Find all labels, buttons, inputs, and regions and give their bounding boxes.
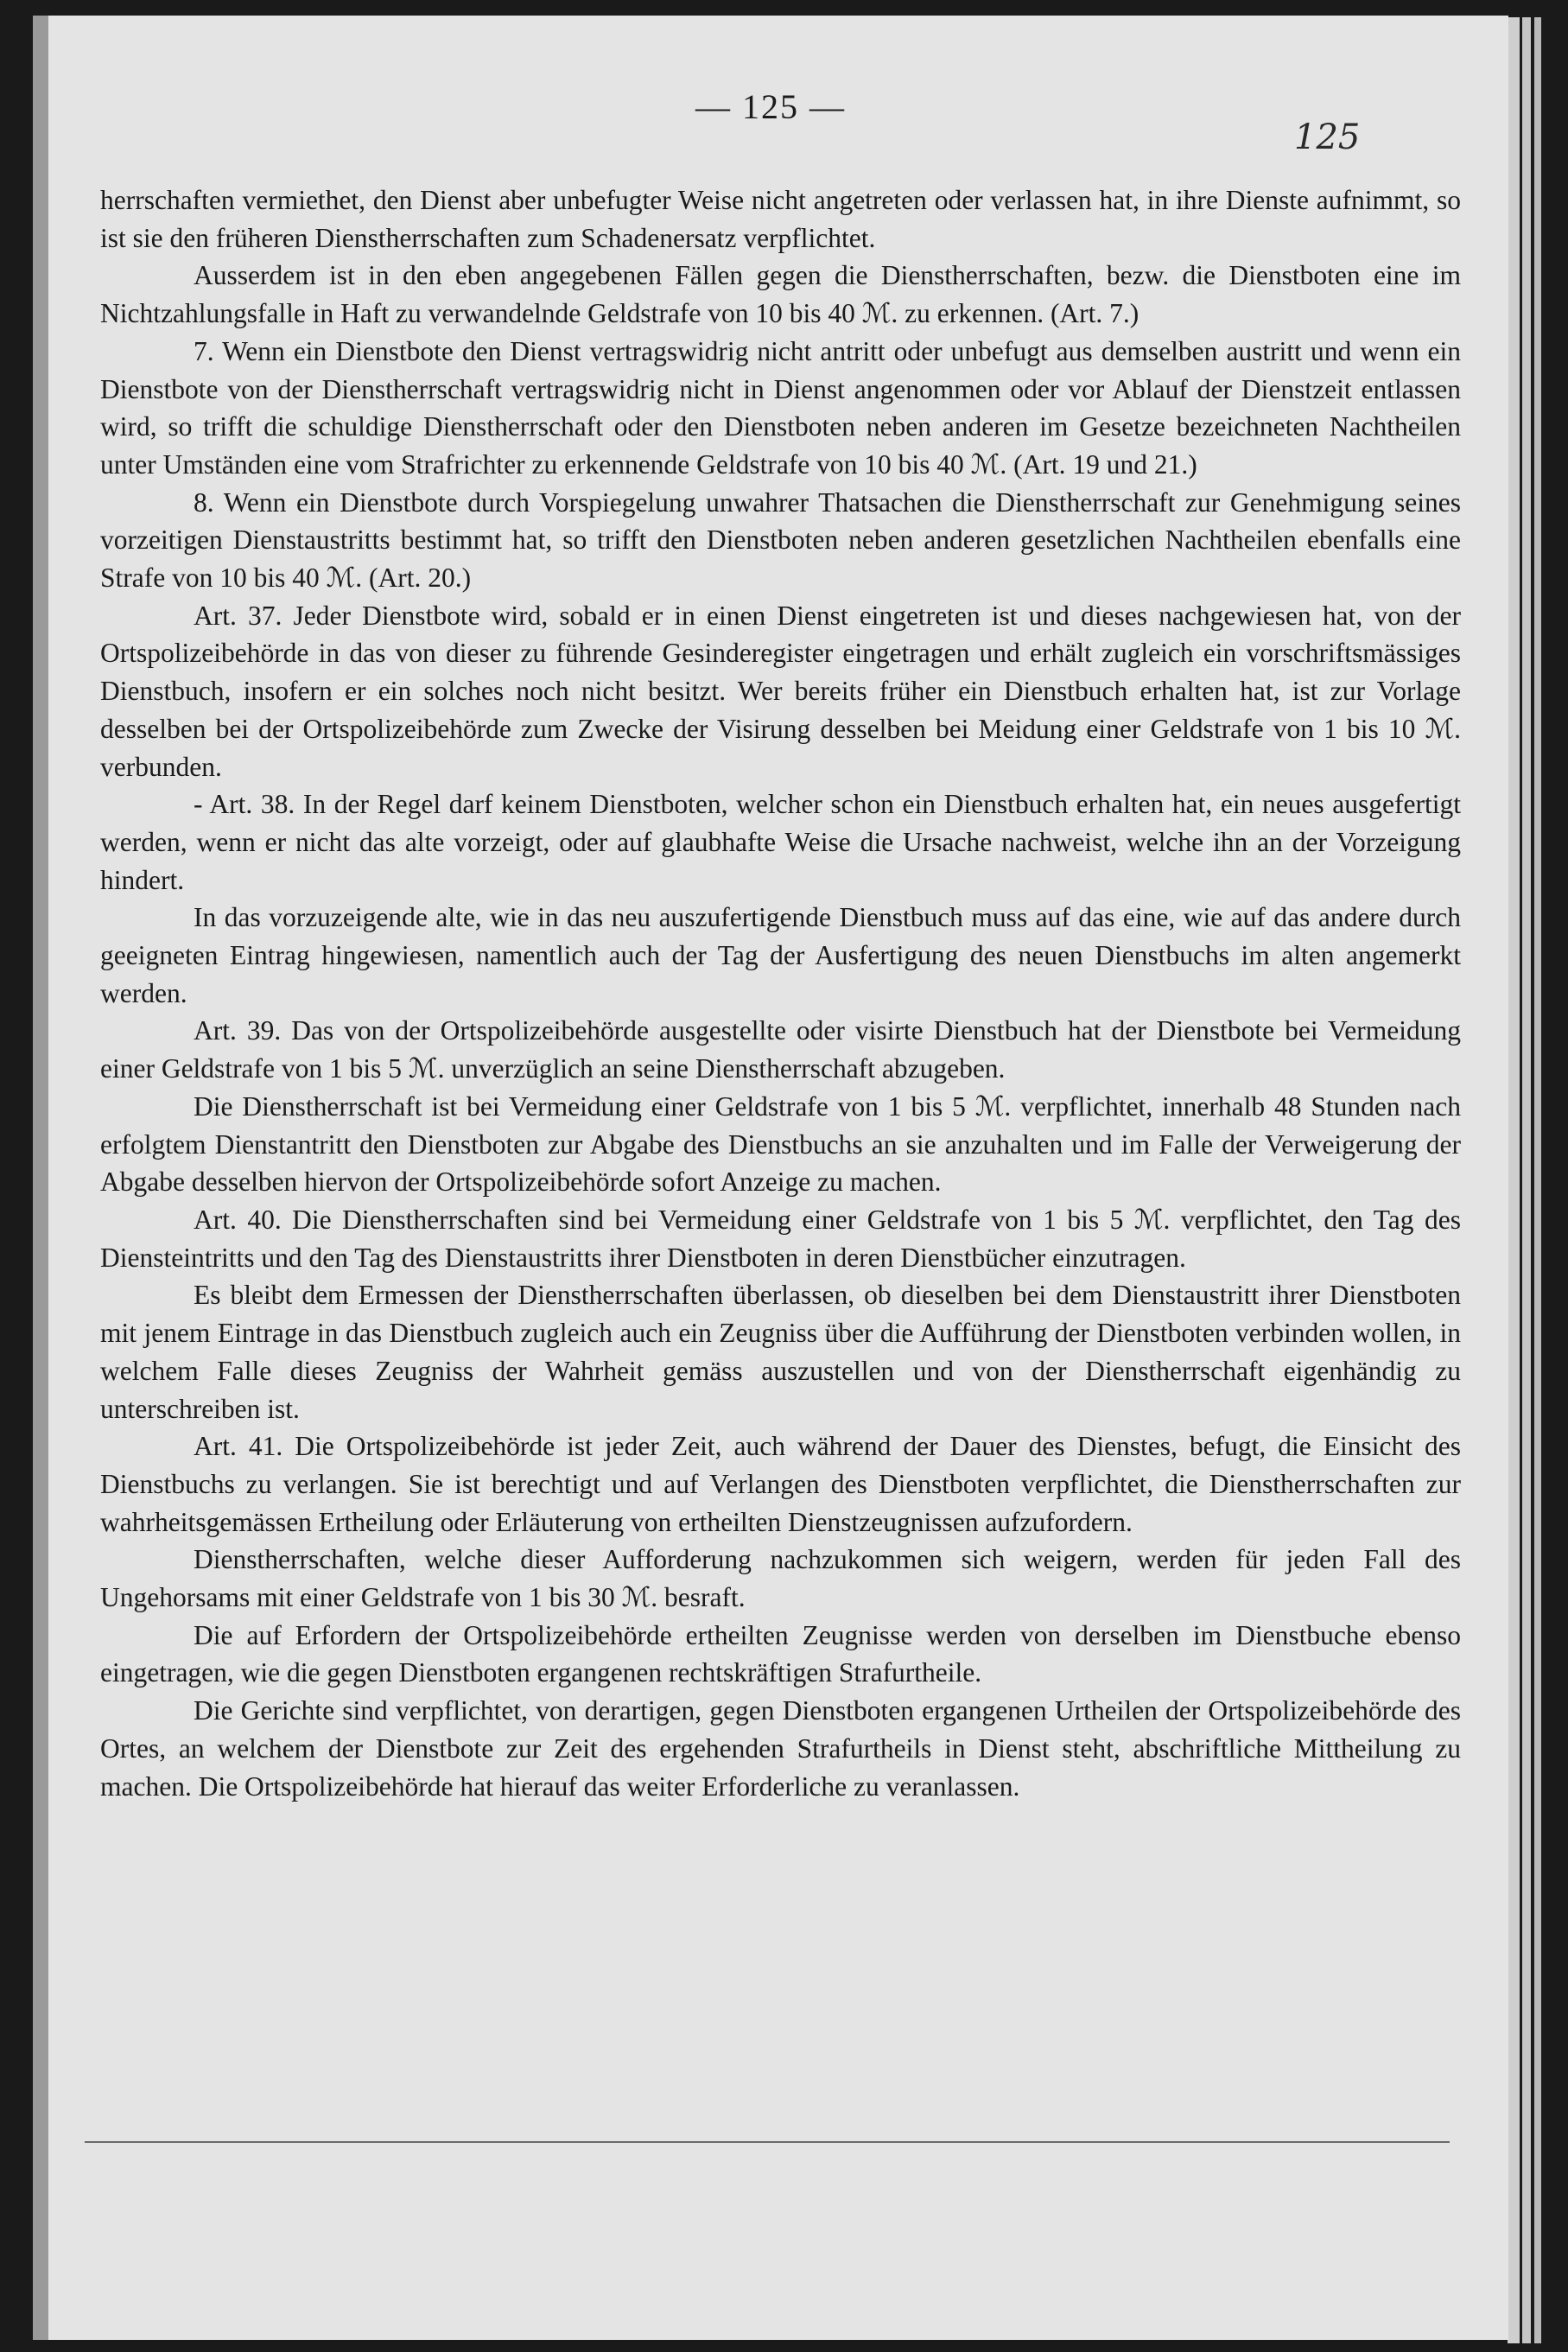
page-number: — 125 — bbox=[695, 87, 846, 126]
paragraph: Es bleibt dem Ermessen der Dienstherrschaften überlassen, ob dieselben bei dem Dienstaustritt ihrer Dienstboten mit jenem Eintrage in das Dienstbuch zugleich auch ein Zeugniss über die Aufführung der Dienstboten verbinden wollen, in welchem Falle dieses Zeugniss der Wahrheit gemäss auszustellen und von der Dienstherrschaft eigenhändig zu unterschreiben ist. bbox=[100, 1280, 1461, 1424]
paragraph: Dienstherrschaften, welche dieser Aufforderung nachzukommen sich weigern, werden für jeden Fall des Ungehorsams mit einer Geldstrafe von 1 bis 30 ℳ. besraft. bbox=[100, 1544, 1461, 1613]
page-edge bbox=[1508, 17, 1520, 2343]
paragraph: 7. Wenn ein Dienstbote den Dienst vertragswidrig nicht antritt oder unbefugt aus demselben austritt und wenn ein Dienstbote von der Dienstherrschaft vertragswidrig nicht in Dienst angenommen oder vor Ablauf der Dienstzeit entlassen wird, so trifft die schuldige Dienstherrschaft oder den Dienstboten neben anderen im Gesetze bezeichneten Nachtheilen unter Umständen eine vom Strafrichter zu erkennende Geldstrafe von 10 bis 40 ℳ. (Art. 19 und 21.) bbox=[100, 335, 1461, 480]
paragraph: Art. 41. Die Ortspolizeibehörde ist jeder Zeit, auch während der Dauer des Dienstes, befugt, die Einsicht des Dienstbuchs zu verlangen. Sie ist berechtigt und auf Verlangen des Dienstboten verpflichtet, die Dienstherrschaften zur wahrheitsgemässen Ertheilung oder Erläuterung von ertheilten Dienstzeugnissen aufzufordern. bbox=[100, 1431, 1461, 1537]
page-body-text bbox=[100, 181, 1461, 1805]
paragraph: In das vorzuzeigende alte, wie in das neu auszufertigende Dienstbuch muss auf das eine, wie auf das andere durch geeigneten Eintrag hingewiesen, namentlich auch der Tag der Ausfertigung des neuen Dienstbuchs im alten angemerkt werden. bbox=[100, 902, 1461, 1008]
paragraph: Art. 39. Das von der Ortspolizeibehörde ausgestellte oder visirte Dienstbuch hat der Dienstbote bei Vermeidung einer Geldstrafe von 1 bis 5 ℳ. unverzüglich an seine Dienstherrschaft abzugeben. bbox=[100, 1015, 1461, 1084]
paragraph: Die Gerichte sind verpflichtet, von derartigen, gegen Dienstboten ergangenen Urtheilen der Ortspolizeibehörde des Ortes, an welchem der Dienstbote zur Zeit des ergehenden Strafurtheils in Dienst steht, abschriftliche Mittheilung zu machen. Die Ortspolizeibehörde hat hierauf das weiter Erforderliche zu veranlassen. bbox=[100, 1695, 1461, 1802]
page-bottom-rule bbox=[85, 2141, 1450, 2143]
paragraph: Die Dienstherrschaft ist bei Vermeidung einer Geldstrafe von 1 bis 5 ℳ. verpflichtet, innerhalb 48 Stunden nach erfolgtem Dienstantritt den Dienstboten zur Abgabe des Dienstbuchs an sie anzuhalten und im Falle der Verweigerung der Abgabe desselben hiervon der Ortspolizeibehörde sofort Anzeige zu machen. bbox=[100, 1090, 1461, 1198]
page-edge bbox=[1534, 17, 1541, 2343]
handwritten-page-number: 125 bbox=[1294, 118, 1361, 157]
paragraph: 8. Wenn ein Dienstbote durch Vorspiegelung unwahrer Thatsachen die Dienstherrschaft zur Genehmigung seines vorzeitigen Dienstaustritts bestimmt hat, so trifft den Dienstboten neben anderen gesetzlichen Nachtheilen ebenfalls eine Strafe von 10 bis 40 ℳ. (Art. 20.) bbox=[100, 486, 1461, 594]
document-page bbox=[33, 16, 1508, 2340]
paragraph: Art. 40. Die Dienstherrschaften sind bei Vermeidung einer Geldstrafe von 1 bis 5 ℳ. verpflichtet, den Tag des Diensteintritts und den Tag des Dienstaustritts ihrer Dienstboten in deren Dienstbücher einzutragen. bbox=[100, 1204, 1461, 1273]
paragraph: herrschaften vermiethet, den Dienst aber unbefugter Weise nicht angetreten oder verlassen hat, in ihre Dienste aufnimmt, so ist sie den früheren Dienstherrschaften zum Schadenersatz verpflichtet. bbox=[100, 185, 1461, 253]
paragraph: Ausserdem ist in den eben angegebenen Fällen gegen die Dienstherrschaften, bezw. die Dienstboten eine im Nichtzahlungsfalle in Haft zu verwandelnde Geldstrafe von 10 bis 40 ℳ. zu erkennen. (Art. 7.) bbox=[100, 260, 1461, 329]
paragraph: Die auf Erfordern der Ortspolizeibehörde ertheilten Zeugnisse werden von derselben im Dienstbuche ebenso eingetragen, wie die gegen Dienstboten ergangenen rechtskräftigen Strafurtheile. bbox=[100, 1619, 1461, 1688]
paragraph: Art. 37. Jeder Dienstbote wird, sobald er in einen Dienst eingetreten ist und dieses nachgewiesen hat, von der Ortspolizeibehörde in das von dieser zu führende Gesinderegister eingetragen und erhält zugleich ein vorschriftsmässiges Dienstbuch, insofern er ein solches noch nicht besitzt. Wer bereits früher ein Dienstbuch erhalten hat, ist zur Vorlage desselben bei der Ortspolizeibehörde zum Zwecke der Visirung desselben bei Meidung einer Geldstrafe von 1 bis 10 ℳ. verbunden. bbox=[100, 600, 1461, 782]
page-edge bbox=[1522, 17, 1531, 2343]
paragraph: - Art. 38. In der Regel darf keinem Dienstboten, welcher schon ein Dienstbuch erhalten hat, ein neues ausgefertigt werden, wenn er nicht das alte vorzeigt, oder auf glaubhafte Weise die Ursache nachweist, welche ihn an der Vorzeigung hindert. bbox=[100, 789, 1461, 895]
